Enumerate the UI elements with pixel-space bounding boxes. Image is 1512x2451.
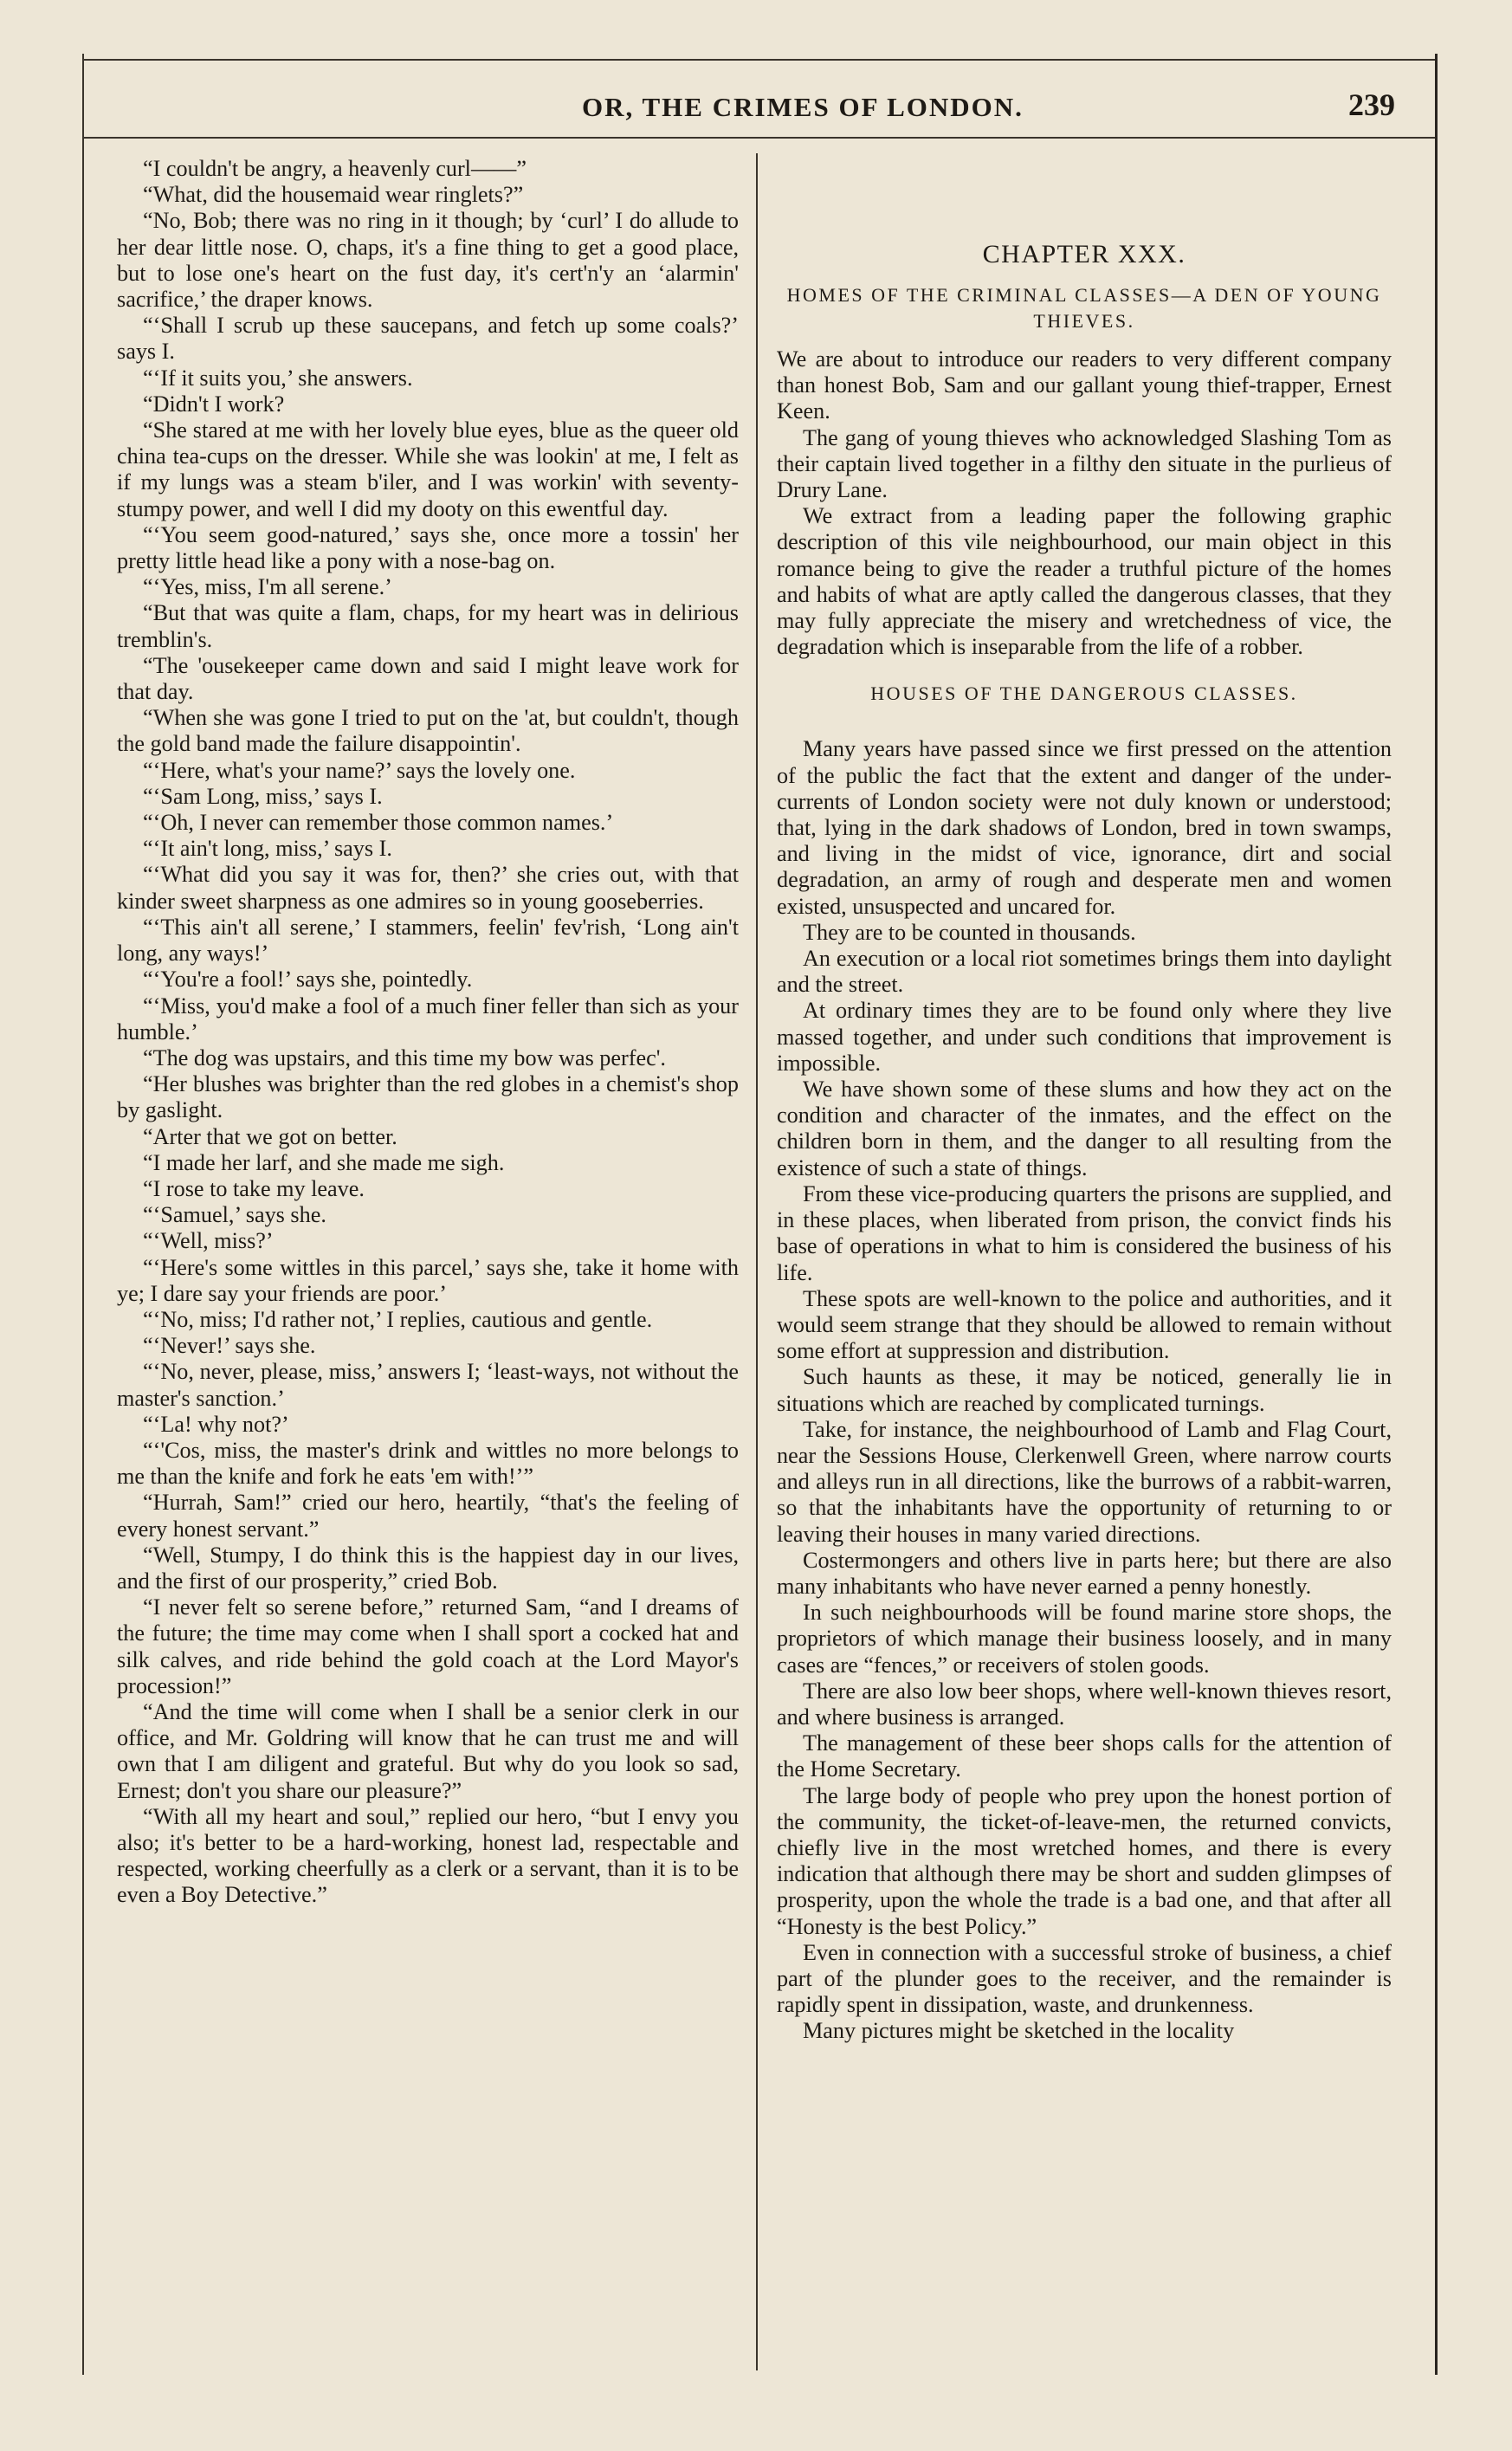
left-paragraph: “I made her larf, and she made me sigh. [143, 1149, 505, 1175]
left-paragraph: “No, Bob; there was no ring in it though; by ‘curl’ I do allude to her dear little nose. O, chaps, it's a fine thing to get a good place, but to lose one's heart on the fust day, it's cert'n'y an ‘alarmin' sacrifice,’ the draper knows. [117, 208, 739, 313]
left-paragraph: “‘'Cos, miss, the master's drink and wittles no more belongs to me than the knife and fork he eats 'em with!’” [117, 1437, 739, 1490]
body-paragraph: Many pictures might be sketched in the locality [803, 2018, 1235, 2044]
left-paragraph: “Hurrah, Sam!” cried our hero, heartily, “that's the feeling of every honest servant.” [117, 1490, 739, 1542]
left-paragraph: “I couldn't be angry, a heavenly curl——” [143, 156, 527, 181]
left-paragraph: “The dog was upstairs, and this time my bow was perfec'. [143, 1044, 666, 1070]
left-paragraph: “When she was gone I tried to put on the 'at, but couldn't, though the gold band made the failure disappointin'. [117, 705, 739, 757]
left-paragraph: “‘Samuel,’ says she. [143, 1202, 326, 1228]
section-title: HOUSES OF THE DANGEROUS CLASSES. [870, 682, 1298, 705]
left-paragraph: “Didn't I work? [143, 391, 285, 417]
body-paragraph: Costermongers and others live in parts here; but there are also many inhabitants who have never earned a penny honestly. [777, 1547, 1392, 1599]
left-paragraph: “The 'ousekeeper came down and said I might leave work for that day. [117, 652, 739, 705]
page-number: 239 [1348, 87, 1395, 122]
intro-paragraph: The gang of young thieves who acknowledged Slashing Tom as their captain lived together in a filthy den situate in the purlieus of Drury Lane. [777, 424, 1392, 503]
left-paragraph: “‘No, miss; I'd rather not,’ I replies, cautious and gentle. [143, 1306, 653, 1332]
left-paragraph: “‘Sam Long, miss,’ says I. [143, 783, 383, 809]
left-paragraph: “Arter that we got on better. [143, 1123, 397, 1149]
left-paragraph: “‘La! why not?’ [143, 1411, 289, 1437]
top-rule [84, 59, 1435, 61]
left-paragraph: “‘If it suits you,’ she answers. [143, 365, 413, 391]
body-paragraph: An execution or a local riot sometimes brings them into daylight and the street. [777, 946, 1392, 998]
body-paragraph: At ordinary times they are to be found only where they live massed together, and under such conditions that improvement is impossible. [777, 998, 1392, 1076]
left-paragraph: “She stared at me with her lovely blue eyes, blue as the queer old china tea-cups on the dresser. While she was lookin' at me, I felt as if my lungs was a steam b'iler, and I was workin' with seventy-stumpy power, and well I did my dooty on this ewentful day. [117, 417, 739, 521]
left-paragraph: “‘Well, miss?’ [143, 1228, 274, 1254]
left-paragraph: “I rose to take my leave. [143, 1175, 365, 1201]
body-paragraph: Even in connection with a successful stroke of business, a chief part of the plunder goes to the receiver, and the remainder is rapidly spent in dissipation, waste, and drunkenness. [777, 1939, 1392, 2018]
column-divider [756, 153, 758, 2370]
left-paragraph: “‘Oh, I never can remember those common names.’ [143, 810, 614, 836]
left-paragraph: “‘It ain't long, miss,’ says I. [143, 836, 392, 862]
intro-paragraph: We are about to introduce our readers to very different company than honest Bob, Sam and our gallant young thief-trapper, Ernest Keen. [777, 346, 1392, 424]
body-paragraph: Many years have passed since we first pressed on the attention of the public the fact that the extent and danger of the under-currents of London society were not duly known or understood; that, lying in the dark shadows of London, bred in town swamps, and living in the midst of vice, ignorance, dirt and social degradation, an army of rough and desperate men and women existed, unsuspected and uncared for. [777, 736, 1392, 919]
chapter-subtitle: HOMES OF THE CRIMINAL CLASSES—A DEN OF YOUNG THIEVES. [786, 284, 1382, 332]
intro-paragraph: We extract from a leading paper the following graphic description of this vile neighbourhood, our main object in this romance being to give the reader a truthful picture of the homes and habits of what are aptly called the dangerous classes, that they may fully appreciate the misery and wretchedness of vice, the degradation which is inseparable from the life of a robber. [777, 503, 1392, 660]
left-paragraph: “‘Shall I scrub up these saucepans, and fetch up some coals?’ says I. [117, 313, 739, 365]
left-paragraph: “‘Miss, you'd make a fool of a much finer feller than sich as your humble.’ [117, 993, 739, 1044]
left-paragraph: “‘Here's some wittles in this parcel,’ says she, take it home with ye; I dare say your friends are poor.’ [117, 1254, 739, 1306]
left-paragraph: “Her blushes was brighter than the red globes in a chemist's shop by gaslight. [117, 1071, 739, 1123]
left-paragraph: “‘You're a fool!’ says she, pointedly. [143, 967, 473, 993]
left-paragraph: “‘Never!’ says she. [143, 1333, 316, 1359]
left-paragraph: “‘No, never, please, miss,’ answers I; ‘least-ways, not without the master's sanction.’ [117, 1359, 739, 1411]
header-rule [84, 137, 1435, 139]
left-paragraph: “‘What did you say it was for, then?’ she cries out, with that kinder sweet sharpness as one admires so in young gooseberries. [117, 862, 739, 914]
body-paragraph: In such neighbourhoods will be found marine store shops, the proprietors of which manage their business loosely, and in many cases are “fences,” or receivers of stolen goods. [777, 1600, 1392, 1678]
body-paragraph: The large body of people who prey upon the honest portion of the community, the ticket-of-leave-men, the returned convicts, chiefly live in the most wretched homes, and there is every indication that although there may be short and sudden glimpses of prosperity, upon the whole the trade is a bad one, and that after all “Honesty is the best Policy.” [777, 1782, 1392, 1939]
left-paragraph: “‘You seem good-natured,’ says she, once more a tossin' her pretty little head like a pony with a nose-bag on. [117, 521, 739, 574]
chapter-title: CHAPTER XXX. [982, 240, 1186, 268]
right-column [777, 156, 1392, 2045]
running-head: OR, THE CRIMES OF LONDON. [582, 92, 1024, 122]
body-paragraph: We have shown some of these slums and how they act on the condition and character of the inmates, and the effect on the children born in them, and the danger to all resulting from the existence of such a state of things. [777, 1077, 1392, 1180]
body-paragraph: They are to be counted in thousands. [803, 919, 1136, 945]
left-paragraph: “‘Here, what's your name?’ says the lovely one. [143, 757, 576, 783]
body-paragraph: Take, for instance, the neighbourhood of Lamb and Flag Court, near the Sessions House, Clerkenwell Green, where narrow courts and alleys run in all directions, like the burrows of a rabbit-warren, so that the inhabitants have the opportunity of returning to or leaving their houses in many varied directions. [777, 1416, 1392, 1547]
body-paragraph: These spots are well-known to the police and authorities, and it would seem strange that they should be allowed to remain without some effort at suppression and distribution. [777, 1285, 1392, 1364]
left-column [117, 156, 739, 1909]
book-page [82, 54, 1438, 2375]
body-paragraph: There are also low beer shops, where well-known thieves resort, and where business is arranged. [777, 1678, 1392, 1730]
left-paragraph: “‘Yes, miss, I'm all serene.’ [143, 574, 392, 600]
body-paragraph: Such haunts as these, it may be noticed, generally lie in situations which are reached by complicated turnings. [777, 1364, 1392, 1416]
left-paragraph: “I never felt so serene before,” returned Sam, “and I dreams of the future; the time may come when I shall sport a cocked hat and silk calves, and ride behind the gold coach at the Lord Mayor's procession!” [117, 1594, 739, 1698]
left-paragraph: “Well, Stumpy, I do think this is the happiest day in our lives, and the first of our prosperity,” cried Bob. [117, 1542, 739, 1594]
left-paragraph: “‘This ain't all serene,’ I stammers, feelin' fev'rish, ‘Long ain't long, any ways!’ [117, 914, 739, 967]
body-paragraph: The management of these beer shops calls for the attention of the Home Secretary. [777, 1730, 1392, 1782]
left-paragraph: “What, did the housemaid wear ringlets?” [143, 182, 524, 208]
body-paragraph: From these vice-producing quarters the prisons are supplied, and in these places, when liberated from prison, the convict finds his base of operations in what to him is considered the business of his life. [777, 1180, 1392, 1285]
left-paragraph: “But that was quite a flam, chaps, for my heart was in delirious tremblin's. [117, 600, 739, 652]
left-paragraph: “With all my heart and soul,” replied our hero, “but I envy you also; it's better to be a hard-working, honest lad, respectable and respected, working cheerfully as a clerk or a servant, than it is to be even a Boy Detective.” [117, 1803, 739, 1908]
left-paragraph: “And the time will come when I shall be a senior clerk in our office, and Mr. Goldring will know that he can trust me and will own that I am diligent and grateful. But why do you look so sad, Ernest; don't you share our pleasure?” [117, 1698, 739, 1803]
